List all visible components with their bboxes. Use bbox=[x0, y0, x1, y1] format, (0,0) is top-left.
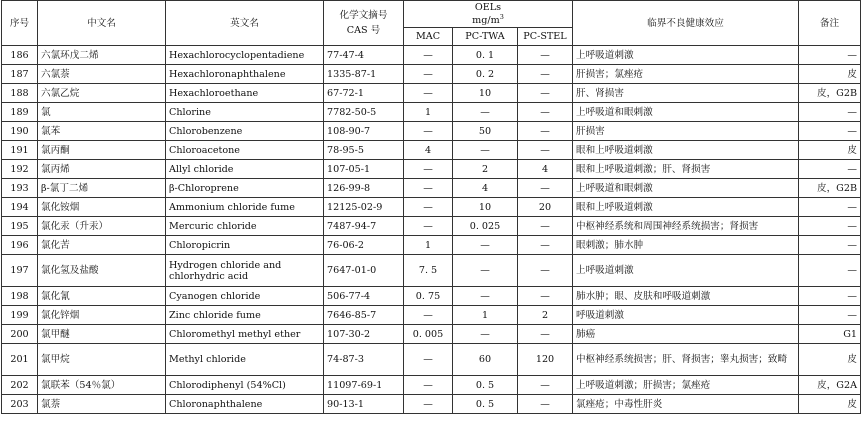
cell-pc-stel: — bbox=[518, 103, 573, 122]
cell-effect: 眼和上呼吸道刺激 bbox=[573, 198, 799, 217]
cell-effect: 肺水肿；眼、皮肤和呼吸道刺激 bbox=[573, 287, 799, 306]
cell-cn-name: 六氯萘 bbox=[38, 65, 166, 84]
cell-pc-stel: — bbox=[518, 287, 573, 306]
cell-cas: 77-47-4 bbox=[324, 46, 404, 65]
cell-effect: 氯痤疮；中毒性肝炎 bbox=[573, 395, 799, 414]
cell-effect: 上呼吸道刺激；肝损害；氯痤疮 bbox=[573, 376, 799, 395]
cell-effect: 肝损害；氯痤疮 bbox=[573, 65, 799, 84]
cell-remark: — bbox=[799, 306, 861, 325]
cell-effect: 肝损害 bbox=[573, 122, 799, 141]
cell-seq: 192 bbox=[2, 160, 38, 179]
table-row bbox=[2, 65, 861, 84]
cell-pc-twa: 0. 025 bbox=[453, 217, 518, 236]
table-row bbox=[2, 179, 861, 198]
cell-pc-twa: 10 bbox=[453, 84, 518, 103]
table-body bbox=[2, 46, 861, 414]
table-row bbox=[2, 84, 861, 103]
cell-mac: — bbox=[404, 306, 453, 325]
cell-remark: 皮 bbox=[799, 344, 861, 376]
cell-pc-stel: — bbox=[518, 376, 573, 395]
table-row bbox=[2, 344, 861, 376]
cell-pc-stel: 4 bbox=[518, 160, 573, 179]
cell-cas: 11097-69-1 bbox=[324, 376, 404, 395]
cell-pc-stel: — bbox=[518, 46, 573, 65]
cell-cas: 107-30-2 bbox=[324, 325, 404, 344]
cell-mac: 7. 5 bbox=[404, 255, 453, 287]
cell-pc-twa: 0. 2 bbox=[453, 65, 518, 84]
cell-cn-name: 氯萘 bbox=[38, 395, 166, 414]
cell-pc-stel: — bbox=[518, 84, 573, 103]
cell-remark: — bbox=[799, 255, 861, 287]
cell-cn-name: 氯化锌烟 bbox=[38, 306, 166, 325]
cell-cn-name: 氯丙酮 bbox=[38, 141, 166, 160]
cell-remark: — bbox=[799, 103, 861, 122]
cell-pc-stel: — bbox=[518, 255, 573, 287]
table-row bbox=[2, 255, 861, 287]
cell-remark: — bbox=[799, 160, 861, 179]
oels-table bbox=[1, 0, 861, 414]
cell-pc-twa: 1 bbox=[453, 306, 518, 325]
cell-seq: 186 bbox=[2, 46, 38, 65]
cell-cas: 108-90-7 bbox=[324, 122, 404, 141]
cell-en-name: Mercuric chloride bbox=[166, 217, 324, 236]
cell-mac: 0. 75 bbox=[404, 287, 453, 306]
cell-cas: 74-87-3 bbox=[324, 344, 404, 376]
cell-cn-name: 氯化汞（升汞） bbox=[38, 217, 166, 236]
cell-remark: 皮，G2B bbox=[799, 179, 861, 198]
cell-effect: 上呼吸道和眼刺激 bbox=[573, 179, 799, 198]
cell-cas: 7646-85-7 bbox=[324, 306, 404, 325]
cell-pc-twa: — bbox=[453, 325, 518, 344]
cell-cn-name: 六氯环戊二烯 bbox=[38, 46, 166, 65]
cell-cas: 1335-87-1 bbox=[324, 65, 404, 84]
header-cas-line2: CAS 号 bbox=[346, 25, 381, 36]
cell-pc-stel: 2 bbox=[518, 306, 573, 325]
header-pc-stel: PC-STEL bbox=[518, 28, 573, 46]
cell-mac: — bbox=[404, 376, 453, 395]
cell-mac: — bbox=[404, 84, 453, 103]
cell-remark: 皮，G2B bbox=[799, 84, 861, 103]
cell-en-name: Chloroacetone bbox=[166, 141, 324, 160]
cell-remark: — bbox=[799, 122, 861, 141]
cell-mac: — bbox=[404, 46, 453, 65]
cell-pc-stel: — bbox=[518, 325, 573, 344]
table-row bbox=[2, 395, 861, 414]
cell-remark: — bbox=[799, 46, 861, 65]
table-row bbox=[2, 236, 861, 255]
cell-effect: 中枢神经系统和周围神经系统损害；肾损害 bbox=[573, 217, 799, 236]
cell-mac: — bbox=[404, 160, 453, 179]
cell-pc-stel: — bbox=[518, 65, 573, 84]
cell-remark: 皮 bbox=[799, 395, 861, 414]
cell-mac: — bbox=[404, 395, 453, 414]
cell-en-name: Chlorine bbox=[166, 103, 324, 122]
table-row bbox=[2, 306, 861, 325]
cell-pc-twa: — bbox=[453, 255, 518, 287]
cell-effect: 中枢神经系统损害；肝、肾损害；睾丸损害；致畸 bbox=[573, 344, 799, 376]
cell-pc-twa: 2 bbox=[453, 160, 518, 179]
cell-seq: 200 bbox=[2, 325, 38, 344]
header-remarks: 备注 bbox=[799, 1, 861, 46]
cell-effect: 肺癌 bbox=[573, 325, 799, 344]
cell-pc-twa: 0. 1 bbox=[453, 46, 518, 65]
cell-seq: 197 bbox=[2, 255, 38, 287]
cell-pc-stel: — bbox=[518, 122, 573, 141]
cell-seq: 201 bbox=[2, 344, 38, 376]
cell-seq: 188 bbox=[2, 84, 38, 103]
table-row bbox=[2, 198, 861, 217]
header-seq: 序号 bbox=[2, 1, 38, 46]
cell-pc-twa: 0. 5 bbox=[453, 376, 518, 395]
cell-pc-twa: 0. 5 bbox=[453, 395, 518, 414]
cell-mac: — bbox=[404, 217, 453, 236]
cell-en-name: Methyl chloride bbox=[166, 344, 324, 376]
cell-cas: 67-72-1 bbox=[324, 84, 404, 103]
cell-cn-name: 氯联苯（54％氯） bbox=[38, 376, 166, 395]
table-row bbox=[2, 46, 861, 65]
cell-en-name: Zinc chloride fume bbox=[166, 306, 324, 325]
cell-remark: — bbox=[799, 217, 861, 236]
cell-seq: 202 bbox=[2, 376, 38, 395]
cell-cas: 7487-94-7 bbox=[324, 217, 404, 236]
cell-en-name: Hexachloronaphthalene bbox=[166, 65, 324, 84]
cell-pc-twa: — bbox=[453, 103, 518, 122]
cell-pc-twa: — bbox=[453, 236, 518, 255]
cell-remark: — bbox=[799, 287, 861, 306]
cell-cn-name: β-氯丁二烯 bbox=[38, 179, 166, 198]
header-oels-unit: $mg/m^3$ bbox=[472, 12, 504, 26]
cell-cas: 12125-02-9 bbox=[324, 198, 404, 217]
cell-en-name: Ammonium chloride fume bbox=[166, 198, 324, 217]
cell-remark: 皮 bbox=[799, 141, 861, 160]
cell-cas: 76-06-2 bbox=[324, 236, 404, 255]
cell-cn-name: 氯化苦 bbox=[38, 236, 166, 255]
header-oels bbox=[404, 1, 573, 28]
cell-seq: 203 bbox=[2, 395, 38, 414]
table-row bbox=[2, 160, 861, 179]
header-cn-name: 中文名 bbox=[38, 1, 166, 46]
header-mac: MAC bbox=[404, 28, 453, 46]
cell-en-name: Chloronaphthalene bbox=[166, 395, 324, 414]
cell-cas: 7782-50-5 bbox=[324, 103, 404, 122]
cell-remark: — bbox=[799, 236, 861, 255]
cell-cn-name: 氯化铵烟 bbox=[38, 198, 166, 217]
cell-en-name: Chlorodiphenyl (54%Cl) bbox=[166, 376, 324, 395]
cell-pc-stel: — bbox=[518, 217, 573, 236]
cell-en-name: Chloropicrin bbox=[166, 236, 324, 255]
cell-cn-name: 氯 bbox=[38, 103, 166, 122]
cell-effect: 眼和上呼吸道刺激 bbox=[573, 141, 799, 160]
cell-cas: 506-77-4 bbox=[324, 287, 404, 306]
table-row bbox=[2, 287, 861, 306]
cell-cn-name: 氯化氢及盐酸 bbox=[38, 255, 166, 287]
cell-seq: 190 bbox=[2, 122, 38, 141]
cell-en-name: Cyanogen chloride bbox=[166, 287, 324, 306]
cell-pc-stel: — bbox=[518, 179, 573, 198]
cell-mac: — bbox=[404, 198, 453, 217]
cell-mac: — bbox=[404, 122, 453, 141]
cell-cn-name: 氯化氰 bbox=[38, 287, 166, 306]
cell-mac: — bbox=[404, 65, 453, 84]
cell-remark: — bbox=[799, 198, 861, 217]
cell-seq: 199 bbox=[2, 306, 38, 325]
cell-pc-stel: — bbox=[518, 236, 573, 255]
cell-seq: 189 bbox=[2, 103, 38, 122]
cell-en-name: Hydrogen chloride and chlorhydric acid bbox=[166, 255, 324, 287]
cell-cn-name: 氯丙烯 bbox=[38, 160, 166, 179]
cell-pc-twa: 50 bbox=[453, 122, 518, 141]
cell-mac: 1 bbox=[404, 236, 453, 255]
table-header bbox=[2, 1, 861, 46]
cell-pc-stel: 120 bbox=[518, 344, 573, 376]
table-row bbox=[2, 217, 861, 236]
cell-en-name: Hexachlorocyclopentadiene bbox=[166, 46, 324, 65]
cell-cn-name: 六氯乙烷 bbox=[38, 84, 166, 103]
cell-en-name: Chlorobenzene bbox=[166, 122, 324, 141]
header-effects: 临界不良健康效应 bbox=[573, 1, 799, 46]
cell-mac: — bbox=[404, 344, 453, 376]
cell-pc-twa: 4 bbox=[453, 179, 518, 198]
cell-pc-twa: 10 bbox=[453, 198, 518, 217]
cell-effect: 上呼吸道刺激 bbox=[573, 255, 799, 287]
cell-remark: G1 bbox=[799, 325, 861, 344]
cell-seq: 187 bbox=[2, 65, 38, 84]
cell-effect: 上呼吸道刺激 bbox=[573, 46, 799, 65]
cell-en-name: β-Chloroprene bbox=[166, 179, 324, 198]
header-pc-twa: PC-TWA bbox=[453, 28, 518, 46]
cell-seq: 198 bbox=[2, 287, 38, 306]
table-row bbox=[2, 103, 861, 122]
cell-seq: 191 bbox=[2, 141, 38, 160]
header-cas bbox=[324, 1, 404, 46]
cell-seq: 193 bbox=[2, 179, 38, 198]
table-row bbox=[2, 122, 861, 141]
cell-pc-twa: — bbox=[453, 141, 518, 160]
cell-cas: 7647-01-0 bbox=[324, 255, 404, 287]
cell-seq: 196 bbox=[2, 236, 38, 255]
cell-cn-name: 氯苯 bbox=[38, 122, 166, 141]
cell-effect: 眼和上呼吸道刺激；肝、肾损害 bbox=[573, 160, 799, 179]
cell-cas: 90-13-1 bbox=[324, 395, 404, 414]
cell-pc-stel: — bbox=[518, 141, 573, 160]
cell-cas: 126-99-8 bbox=[324, 179, 404, 198]
cell-mac: 4 bbox=[404, 141, 453, 160]
cell-mac: 0. 005 bbox=[404, 325, 453, 344]
table-row bbox=[2, 325, 861, 344]
table-row bbox=[2, 141, 861, 160]
cell-mac: 1 bbox=[404, 103, 453, 122]
cell-cn-name: 氯甲烷 bbox=[38, 344, 166, 376]
cell-effect: 呼吸道刺激 bbox=[573, 306, 799, 325]
cell-remark: 皮 bbox=[799, 65, 861, 84]
cell-cas: 107-05-1 bbox=[324, 160, 404, 179]
cell-cas: 78-95-5 bbox=[324, 141, 404, 160]
cell-remark: 皮，G2A bbox=[799, 376, 861, 395]
cell-en-name: Hexachloroethane bbox=[166, 84, 324, 103]
header-en-name: 英文名 bbox=[166, 1, 324, 46]
table-row bbox=[2, 376, 861, 395]
cell-mac: — bbox=[404, 179, 453, 198]
cell-en-name: Allyl chloride bbox=[166, 160, 324, 179]
cell-effect: 肝、肾损害 bbox=[573, 84, 799, 103]
cell-effect: 眼刺激；肺水肿 bbox=[573, 236, 799, 255]
cell-seq: 194 bbox=[2, 198, 38, 217]
cell-pc-stel: — bbox=[518, 395, 573, 414]
cell-en-name: Chloromethyl methyl ether bbox=[166, 325, 324, 344]
cell-pc-twa: — bbox=[453, 287, 518, 306]
cell-effect: 上呼吸道和眼刺激 bbox=[573, 103, 799, 122]
cell-seq: 195 bbox=[2, 217, 38, 236]
cell-pc-twa: 60 bbox=[453, 344, 518, 376]
cell-pc-stel: 20 bbox=[518, 198, 573, 217]
header-oels-label: OELs bbox=[474, 2, 502, 13]
cell-cn-name: 氯甲醚 bbox=[38, 325, 166, 344]
header-cas-line1: 化学文摘号 bbox=[339, 10, 388, 21]
